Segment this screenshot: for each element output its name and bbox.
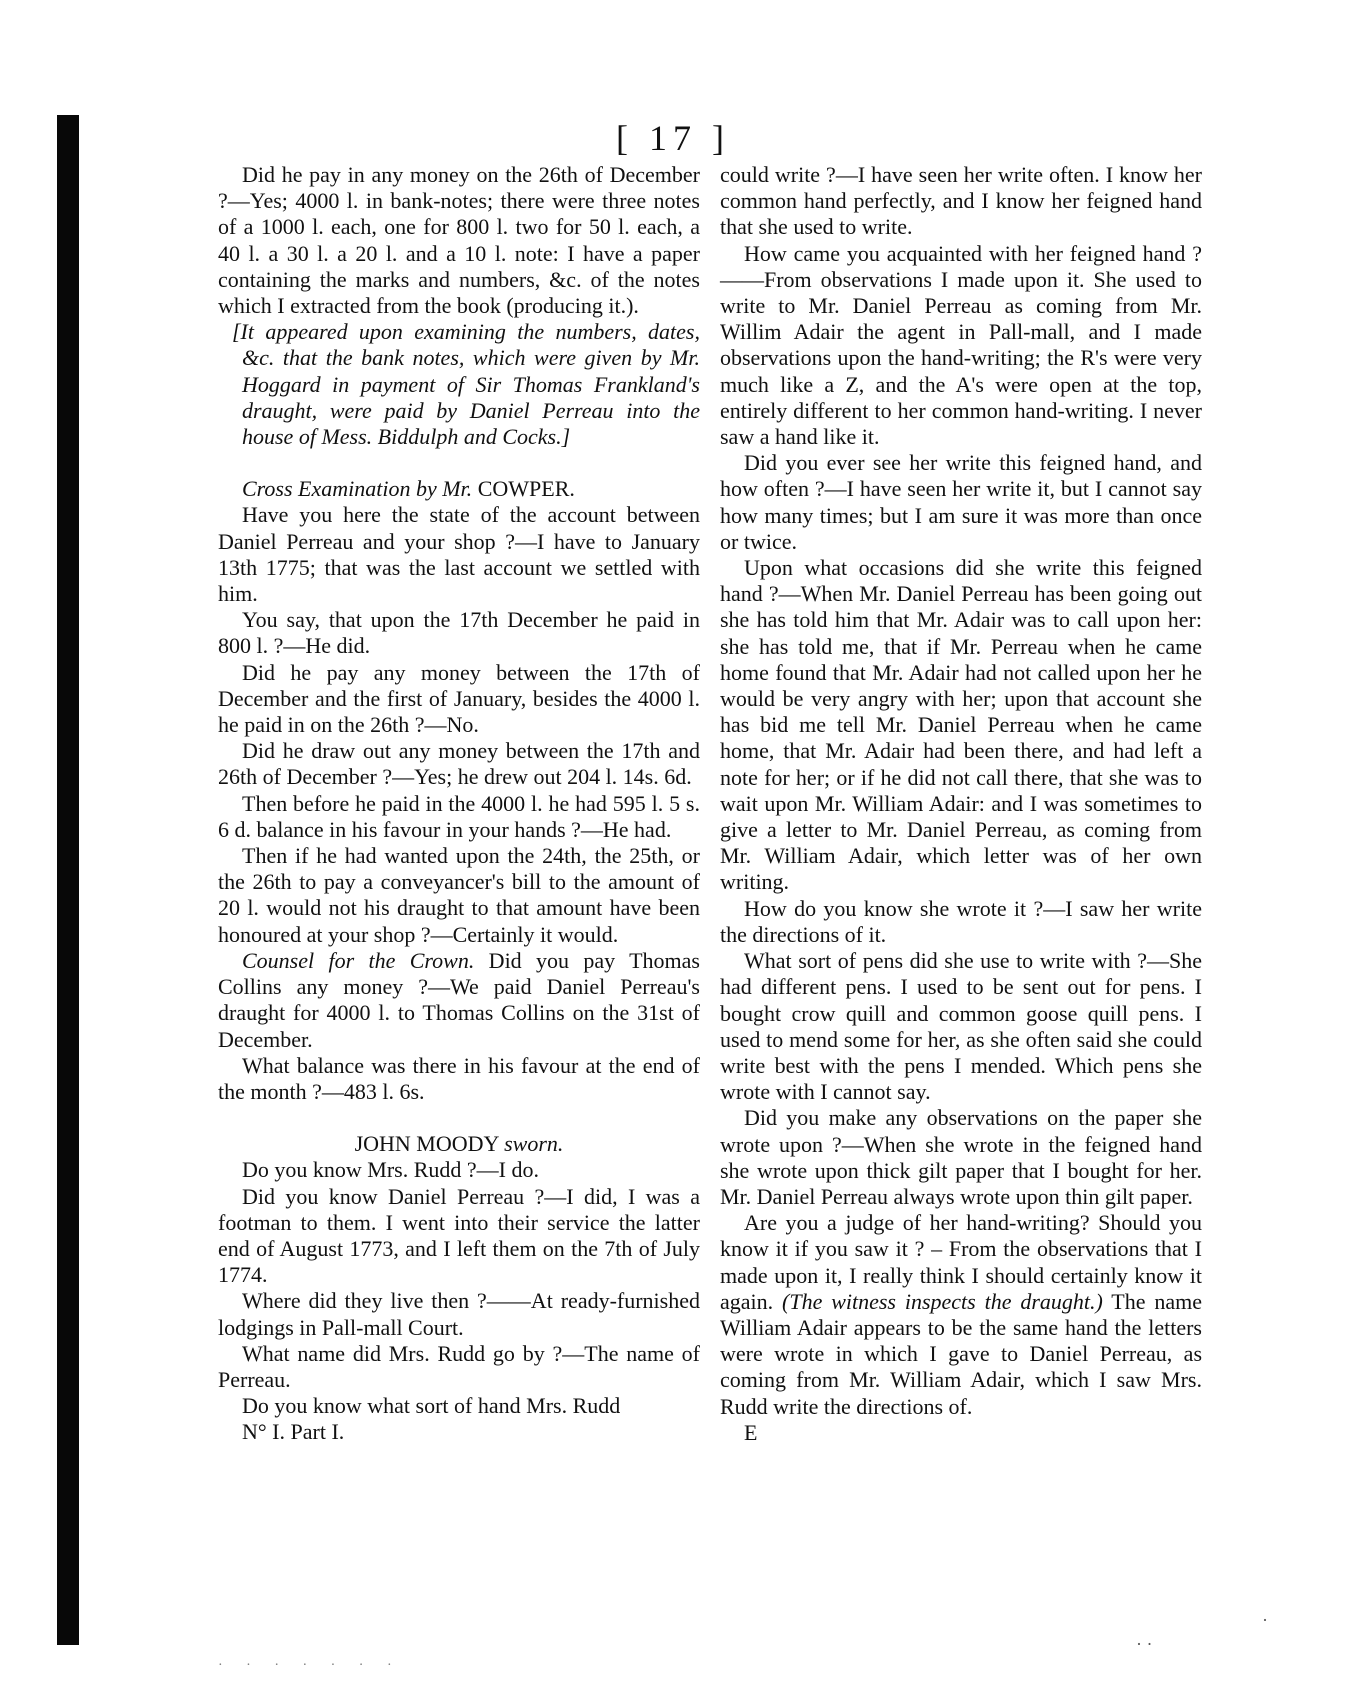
- bracketed-note: [It appeared upon examining the numbers, dates, &c. that the bank notes, which were given by Mr. Hoggard in payment of Sir Thomas Frankland's draught, were paid by Daniel Perreau into the house of Mess. Biddulph and Cocks.]: [232, 319, 700, 450]
- paragraph: Have you here the state of the account between Daniel Perreau and your shop ?—I have to January 13th 1775; that was the last account we settled with him.: [218, 502, 700, 607]
- binding-shadow: [57, 115, 79, 1645]
- paragraph: Did he pay in any money on the 26th of December ?—Yes; 4000 l. in bank-notes; there were three notes of a 1000 l. each, one for 800 l. two for 50 l. each, a 40 l. a 30 l. a 20 l. and a 10 l. note: I have a paper containing the marks and numbers, &c. of the notes which I extracted from the book (producing it.).: [218, 162, 700, 319]
- paragraph: could write ?—I have seen her write often. I know her common hand perfectly, and I know her feigned hand that she used to write.: [720, 162, 1202, 240]
- paragraph-text: Are you a judge of her hand-writing? Should you know it if you saw it ? – From the observations that I made upon it, I really think I should certainly know it again.: [720, 1210, 1202, 1314]
- paragraph: Then before he paid in the 4000 l. he had 595 l. 5 s. 6 d. balance in his favour in your hands ?—He had.: [218, 790, 700, 842]
- witness-name: JOHN MOODY: [354, 1131, 499, 1157]
- witness-sworn: sworn.: [504, 1131, 564, 1157]
- speaker-label: Counsel for the Crown.: [242, 947, 475, 973]
- cross-examination-heading: [218, 476, 700, 502]
- paragraph-text: The name William Adair appears to be the same hand the letters were wrote in which I gave to Daniel Perreau, as coming from Mr. William Adair, which I saw Mrs. Rudd write the directions of.: [720, 1288, 1202, 1419]
- heading-italic: Cross Examination by Mr.: [242, 476, 473, 502]
- paragraph: What name did Mrs. Rudd go by ?—The name of Perreau.: [218, 1340, 700, 1392]
- paragraph: Did he pay any money between the 17th of December and the first of January, besides the 4000 l. he paid in on the 26th ?—No.: [218, 659, 700, 738]
- paragraph: Did you make any observations on the paper she wrote upon ?—When she wrote in the feigned hand she wrote upon thick gilt paper that I bought for her. Mr. Daniel Perreau always wrote upon thin gilt paper.: [720, 1105, 1202, 1209]
- paragraph: [218, 948, 700, 1053]
- scan-specks: · · · · · · ·: [218, 1658, 402, 1673]
- paragraph: Did you ever see her write this feigned hand, and how often ?—I have seen her write it, but I cannot say how many times; but I am sure it was more than once or twice.: [720, 450, 1202, 554]
- paragraph: Then if he had wanted upon the 24th, the 25th, or the 26th to pay a conveyancer's bill to the amount of 20 l. would not his draught to that amount have been honoured at your shop ?—Certainly it would.: [218, 843, 700, 947]
- paragraph: How do you know she wrote it ?—I saw her write the directions of it.: [720, 895, 1202, 947]
- paragraph: What balance was there in his favour at the end of the month ?—483 l. 6s.: [218, 1052, 700, 1104]
- scan-speck: · ·: [1136, 1634, 1153, 1654]
- left-column: [218, 162, 700, 1446]
- signature-mark: N° I. Part I.: [242, 1419, 345, 1445]
- paragraph: You say, that upon the 17th December he paid in 800 l. ?—He did.: [218, 607, 700, 659]
- scan-speck: ·: [1262, 1610, 1268, 1630]
- stage-direction: (The witness inspects the draught.): [782, 1288, 1103, 1314]
- witness-heading: [218, 1131, 700, 1157]
- paragraph: Where did they live then ?——At ready-furnished lodgings in Pall-mall Court.: [218, 1288, 700, 1340]
- page-number: [ 17 ]: [616, 118, 730, 158]
- right-column: [720, 162, 1202, 1446]
- paragraph-text: Did you pay Thomas Collins any money ?—We paid Daniel Perreau's draught for 4000 l. to Thomas Collins on the 31st of December.: [218, 947, 700, 1052]
- signature-mark: E: [744, 1419, 758, 1445]
- paragraph: [720, 1210, 1202, 1420]
- paragraph: Did you know Daniel Perreau ?—I did, I was a footman to them. I went into their service the latter end of August 1773, and I left them on the 7th of July 1774.: [218, 1183, 700, 1288]
- paragraph: Upon what occasions did she write this feigned hand ?—When Mr. Daniel Perreau has been going out she has told him that Mr. Adair was to call upon her: she has told me, that if Mr. Perreau when he came home found that Mr. Adair had not called upon her he would be very angry with her; upon that account she has bid me tell Mr. Daniel Perreau when he came home, that Mr. Adair had been there, and had left a note for her; or if he did not call there, that she was to wait upon Mr. William Adair: and I was sometimes to give a letter to Mr. Daniel Perreau, as coming from Mr. William Adair, which letter was of her own writing.: [720, 555, 1202, 895]
- heading-name: COWPER.: [477, 476, 575, 502]
- paragraph: Do you know what sort of hand Mrs. Rudd: [242, 1393, 621, 1419]
- paragraph: How came you acquainted with her feigned hand ?——From observations I made upon it. She used to write to Mr. Daniel Perreau as coming from Mr. Willim Adair the agent in Pall-mall, and I made observations upon the hand-writing; the R's were very much like a Z, and the A's were open at the top, entirely different to her common hand-writing. I never saw a hand like it.: [720, 240, 1202, 450]
- paragraph: Do you know Mrs. Rudd ?—I do.: [242, 1157, 539, 1183]
- paragraph: Did he draw out any money between the 17th and 26th of December ?—Yes; he drew out 204 l. 14s. 6d.: [218, 738, 700, 790]
- paragraph: What sort of pens did she use to write with ?—She had different pens. I used to be sent out for pens. I bought crow quill and common goose quill pens. I used to mend some for her, as she often said she could write best with the pens I mended. Which pens she wrote with I cannot say.: [720, 948, 1202, 1105]
